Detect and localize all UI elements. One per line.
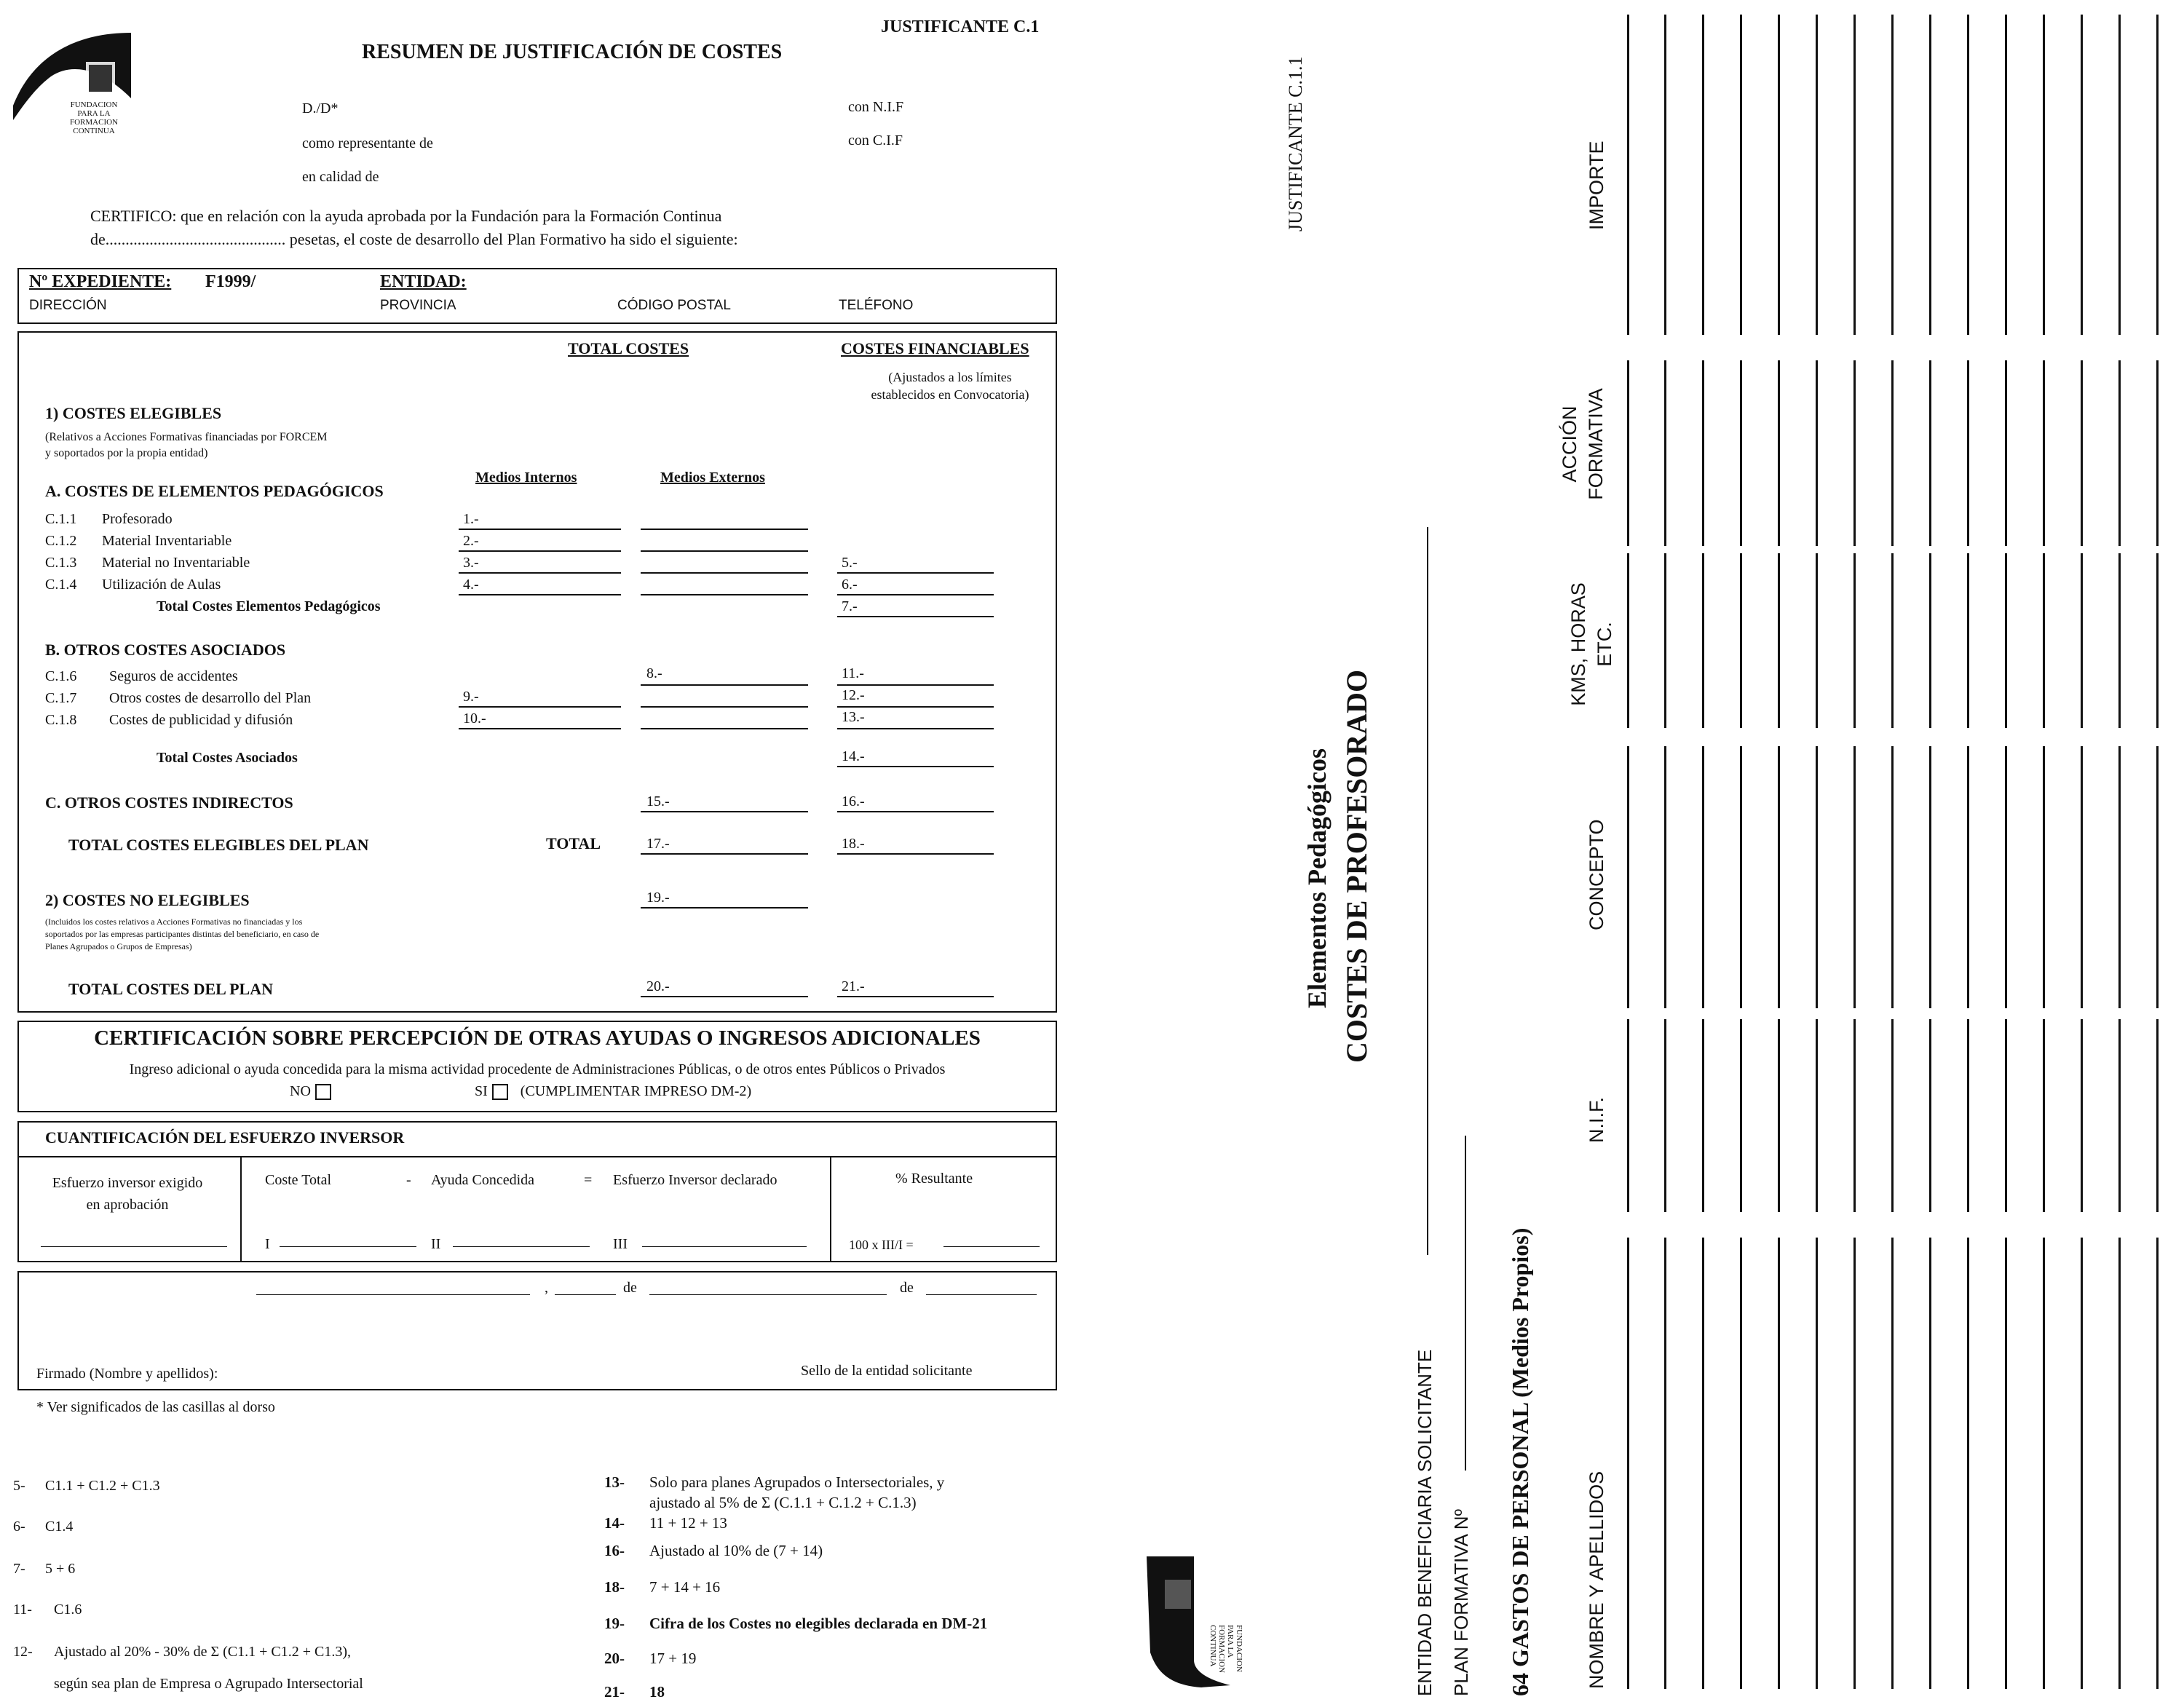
grid-line [2118,553,2121,728]
grid-line [1627,746,1629,1008]
note-item: 20- 17 + 19 [604,1650,697,1667]
grid-line [2043,15,2045,335]
si-option[interactable] [475,1083,751,1100]
row-label: Costes de publicidad y difusión [109,712,293,728]
row-code: C.1.8 [45,712,77,728]
ii-label: II [431,1236,441,1252]
note-item: 5- C1.1 + C1.2 + C1.3 [13,1478,160,1494]
grid-line [2043,1238,2045,1689]
grid-line [1853,360,1856,546]
grid-line [1853,553,1856,728]
grid-line [2005,746,2007,1008]
grid-line [2081,553,2083,728]
grid-line [1816,1019,1818,1212]
grid-line [1816,360,1818,546]
certificacion-text: Ingreso adicional o ayuda concedida para la misma actividad procedente de Administraciones Públicas, o de otros entes Públicos o Privados [129,1061,946,1077]
grid-line [1740,360,1742,546]
grid-line [2118,746,2121,1008]
certifico-line-2: de............................................. pesetas, el coste de desarrollo del Plan Formativo ha sido el siguiente: [90,230,738,248]
grid-line [2043,360,2045,546]
grid-line [2118,360,2121,546]
row-code: C.1.3 [45,555,77,571]
costes-financiables-header: COSTES FINANCIABLES [841,339,1029,357]
total-a-label: Total Costes Elementos Pedagógicos [157,598,381,614]
no-label: NO [290,1083,311,1099]
grid-line [1627,15,1629,335]
box-4-label: 4.- [463,577,479,593]
i-label: I [265,1236,270,1252]
grid-line [1853,15,1856,335]
box-21-label: 21.- [842,978,865,994]
grid-line [1702,553,1704,728]
grid-line [1967,553,1969,728]
firmado-label: Firmado (Nombre y apellidos): [36,1366,218,1382]
grid-line [1967,360,1969,546]
total-word: TOTAL [546,834,601,852]
justificante-label: JUSTIFICANTE C.1 [881,17,1040,36]
iii-label: III [613,1236,628,1252]
box-20-label: 20.- [646,978,670,994]
grid-line [1740,553,1742,728]
row-label: Material no Inventariable [102,555,250,571]
row-code: C.1.1 [45,511,77,527]
box-7-label: 7.- [842,598,858,614]
si-label: SI [475,1083,488,1099]
costes-no-elegibles-note: (Incluidos los costes relativos a Acciones Formativas no financiadas y los soportados por las empresas participantes distintas del beneficiario, en caso de Planes Agrupados o Grupos de Empresas) [45,917,320,951]
box-2-label: 2.- [463,533,479,549]
cuantificacion-title: CUANTIFICACIÓN DEL ESFUERZO INVERSOR [45,1128,405,1147]
total-b-label: Total Costes Asociados [157,750,298,766]
box-1-label: 1.- [463,511,479,527]
coste-total-label: Coste Total [265,1172,332,1188]
grid-line [1853,1019,1856,1212]
total-elegibles-label: TOTAL COSTES ELEGIBLES DEL PLAN [68,836,369,854]
gastos-personal-label: 64 GASTOS DE PERSONAL (Medios Propios) [1507,1227,1533,1696]
plan-formativo-label: PLAN FORMATIVA Nº [1450,1508,1472,1696]
expediente-label: Nº EXPEDIENTE: [29,272,172,291]
grid-line [1702,1019,1704,1212]
total-costes-header: TOTAL COSTES [568,339,689,357]
row-label: Profesorado [102,511,173,527]
grid-line [1929,1019,1931,1212]
box-9-label: 9.- [463,689,479,705]
note-item: 18- 7 + 14 + 16 [604,1578,721,1596]
grid-line [2156,553,2159,728]
grid-line [2156,15,2159,335]
cumplimentar-label: (CUMPLIMENTAR IMPRESO DM-2) [520,1083,752,1099]
grid-line [2156,1019,2159,1212]
grid-line [1891,360,1894,546]
codigo-postal-label: CÓDIGO POSTAL [617,298,731,313]
formula-label: 100 x III/I = [849,1238,914,1252]
calidad-label: en calidad de [302,169,379,185]
expediente-value: F1999/ [205,272,256,291]
grid-line [1816,553,1818,728]
grid-line [1664,1019,1666,1212]
column-nombre: NOMBRE Y APELLIDOS [1586,1471,1607,1689]
grid-line [1816,15,1818,335]
grid-line [1702,15,1704,335]
costes-elegibles-heading: 1) COSTES ELEGIBLES [45,404,222,422]
grid-line [2118,15,2121,335]
ajustados-note: (Ajustados a los límites establecidos en Convocatoria) [871,370,1029,402]
esfuerzo-declarado-label: Esfuerzo Inversor declarado [613,1172,778,1188]
grid-line [1627,553,1629,728]
box-12-label: 12.- [842,687,865,703]
grid-line [1891,1019,1894,1212]
note-item: según sea plan de Empresa o Agrupado Intersectorial [54,1676,363,1692]
minus-sign: - [406,1172,411,1188]
certificacion-title: CERTIFICACIÓN SOBRE PERCEPCIÓN DE OTRAS AYUDAS O INGRESOS ADICIONALES [94,1026,981,1050]
note-item: 21- 18 [604,1683,665,1701]
grid-line [1929,1238,1931,1689]
row-code: C.1.2 [45,533,77,549]
box-19-label: 19.- [646,890,670,906]
grid-line [1702,360,1704,546]
note-item: 12- Ajustado al 20% - 30% de Σ (C1.1 + C1.2 + C1.3), [13,1644,352,1660]
grid-line [1853,746,1856,1008]
justificante-c11: JUSTIFICANTE C.1.1 [1285,56,1306,231]
medios-externos-header: Medios Externos [660,470,765,486]
box-3-label: 3.- [463,555,479,571]
grid-line [1816,1238,1818,1689]
grid-line [1967,1019,1969,1212]
medios-internos-header: Medios Internos [475,470,577,486]
telefono-label: TELÉFONO [839,298,914,313]
grid-line [1740,15,1742,335]
footnote: * Ver significados de las casillas al dorso [36,1399,275,1415]
grid-line [2081,746,2083,1008]
cif-label: con C.I.F [848,132,903,149]
entidad-beneficiaria-label: ENTIDAD BENEFICIARIA SOLICITANTE [1414,1349,1436,1696]
equals-sign: = [584,1172,593,1188]
note-item: 16- Ajustado al 10% de (7 + 14) [604,1542,823,1559]
grid-line [2005,15,2007,335]
grid-line [1702,1238,1704,1689]
grid-line [1627,360,1629,546]
grid-line [2005,1019,2007,1212]
grid-line [2081,1238,2083,1689]
note-item: 19- Cifra de los Costes no elegibles declarada en DM-21 [604,1615,988,1632]
nif-label: con N.I.F [848,99,904,115]
grid-line [1929,746,1931,1008]
costes-no-elegibles-heading: 2) COSTES NO ELEGIBLES [45,891,250,909]
grid-line [2043,1019,2045,1212]
grid-line [2005,553,2007,728]
grid-line [1967,1238,1969,1689]
grid-line [1664,746,1666,1008]
grid-line [1778,360,1780,546]
box-11-label: 11.- [842,665,864,681]
row-code: C.1.7 [45,690,77,706]
grid-line [1627,1019,1629,1212]
grid-line [2156,746,2159,1008]
dd-label: D./D* [302,100,339,116]
direccion-label: DIRECCIÓN [29,298,107,313]
grid-line [1778,1019,1780,1212]
grid-line [1778,746,1780,1008]
firma-de-1: de [623,1280,637,1296]
grid-line [1740,746,1742,1008]
grid-line [1664,1238,1666,1689]
grid-line [1967,15,1969,335]
box-10-label: 10.- [463,711,486,727]
grid-line [1664,553,1666,728]
section-a-heading: A. COSTES DE ELEMENTOS PEDAGÓGICOS [45,482,384,500]
total-plan-label: TOTAL COSTES DEL PLAN [68,980,274,998]
no-option[interactable] [290,1083,331,1100]
grid-line [2081,15,2083,335]
row-code: C.1.4 [45,577,77,593]
grid-line [2081,1019,2083,1212]
section-c-heading: C. OTROS COSTES INDIRECTOS [45,793,293,812]
provincia-label: PROVINCIA [380,298,456,313]
note-item: 13- Solo para planes Agrupados o Intersectoriales, y [604,1473,945,1491]
row-label: Material Inventariable [102,533,232,549]
grid-line [1891,746,1894,1008]
expediente-box [17,268,1057,324]
section-b-heading: B. OTROS COSTES ASOCIADOS [45,641,286,659]
grid-line [1740,1019,1742,1212]
grid-line [1778,1238,1780,1689]
note-item: 6- C1.4 [13,1519,74,1535]
esfuerzo-exigido-label: Esfuerzo inversor exigido en aprobación [52,1175,203,1213]
grid-line [1929,553,1931,728]
note-item: 7- 5 + 6 [13,1561,76,1577]
certifico-line-1: CERTIFICO: que en relación con la ayuda aprobada por la Fundación para la Formación Continua [90,207,722,225]
grid-line [2156,1238,2159,1689]
box-16-label: 16.- [842,793,865,810]
si-checkbox[interactable] [492,1084,508,1100]
grid-line [2043,746,2045,1008]
costes-elegibles-note: (Relativos a Acciones Formativas financiadas por FORCEM y soportados por la propia entidad) [45,431,328,459]
box-18-label: 18.- [842,836,865,852]
grid-line [1967,746,1969,1008]
grid-line [1627,1238,1629,1689]
grid-line [1778,553,1780,728]
grid-line [1778,15,1780,335]
no-checkbox[interactable] [315,1084,331,1100]
grid-line [1702,746,1704,1008]
entidad-label: ENTIDAD: [380,272,467,291]
grid-line [2118,1019,2121,1212]
column-nif: N.I.F. [1586,1096,1607,1143]
box-15-label: 15.- [646,793,670,810]
grid-line [2005,1238,2007,1689]
grid-line [1929,360,1931,546]
grid-line [2005,360,2007,546]
column-kms: KMS, HORAS ETC. [1567,582,1615,706]
ayuda-concedida-label: Ayuda Concedida [431,1172,535,1188]
document-title: RESUMEN DE JUSTIFICACIÓN DE COSTES [362,41,783,63]
box-8-label: 8.- [646,665,662,681]
note-item: ajustado al 5% de Σ (C.1.1 + C.1.2 + C.1.3) [649,1494,917,1511]
row-label: Utilización de Aulas [102,577,221,593]
sello-label: Sello de la entidad solicitante [801,1363,973,1379]
box-17-label: 17.- [646,836,670,852]
grid-line [2118,1238,2121,1689]
note-item: 14- 11 + 12 + 13 [604,1514,727,1532]
resultante-label: % Resultante [895,1171,973,1187]
representante-label: como representante de [302,135,433,151]
grid-line [1664,360,1666,546]
grid-line [2043,553,2045,728]
grid-line [1891,15,1894,335]
row-label: Seguros de accidentes [109,668,238,684]
grid-line [1891,553,1894,728]
firma-comma: , [545,1280,548,1296]
column-concepto: CONCEPTO [1586,819,1607,930]
box-14-label: 14.- [842,748,865,764]
grid-line [1929,15,1931,335]
grid-line [1740,1238,1742,1689]
note-item: 11- C1.6 [13,1602,82,1618]
grid-line [1664,15,1666,335]
box-13-label: 13.- [842,709,865,725]
box-6-label: 6.- [842,577,858,593]
column-importe: IMPORTE [1586,140,1607,230]
costes-profesorado-title: COSTES DE PROFESORADO [1340,669,1373,1063]
grid-line [1816,746,1818,1008]
logo-text-small: FUNDACION PARA LA FORMACION CONTINUA [1208,1625,1243,1674]
grid-line [2081,360,2083,546]
row-code: C.1.6 [45,668,77,684]
grid-line [1853,1238,1856,1689]
firma-de-2: de [900,1280,914,1296]
grid-line [1891,1238,1894,1689]
column-accion: ACCIÓN FORMATIVA [1559,388,1607,500]
row-label: Otros costes de desarrollo del Plan [109,690,312,706]
logo-text: FUNDACION PARA LA FORMACION CONTINUA [69,100,118,135]
box-5-label: 5.- [842,555,858,571]
elementos-pedagogicos-title: Elementos Pedagógicos [1302,748,1332,1008]
grid-line [2156,360,2159,546]
